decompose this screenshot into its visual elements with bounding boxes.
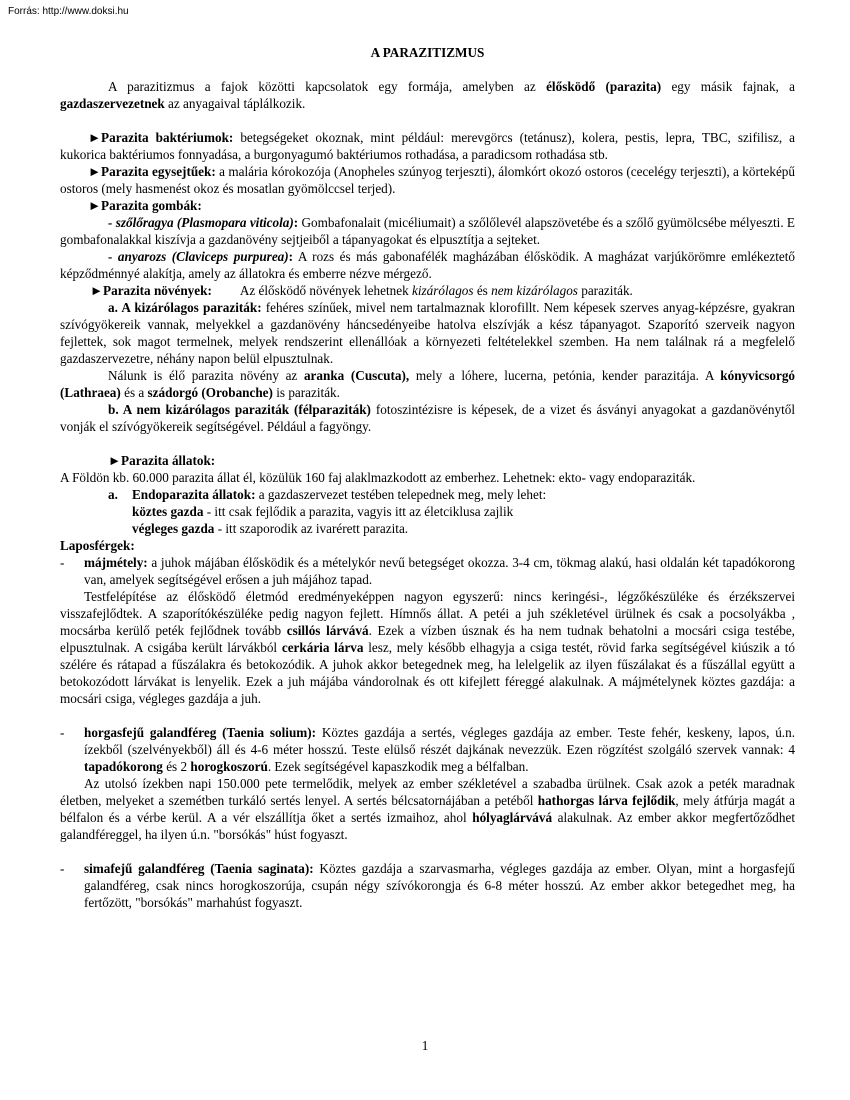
page-number: 1 [421, 1038, 429, 1053]
page-title: A PARAZITIZMUS [370, 45, 485, 60]
spacer [60, 435, 795, 452]
plants-paragraph: ►Parazita növények: Az élősködő növények lehetnek kizárólagos és nem kizárólagos paraziták. [90, 283, 633, 298]
fungi-item-1: - szőlőragya (Plasmopara viticola): Gombafonalait (micéliumait) a szőlőlevél alapszövetébe és a szőlő gyümölcsébe mélyeszti. E gombafonalakkal kiszívja a gazdanövény sejtjeiből a tápanyagokat és elpusztítja a sejteket. [60, 215, 795, 247]
flatworms-heading: Laposférgek: [60, 538, 135, 553]
plants-heading: ►Parazita növények: [90, 283, 212, 298]
intermediate-host-line: köztes gazda - itt csak fejlődik a parazita, vagyis itt az életciklusa zajlik [132, 504, 514, 519]
protozoa-heading: ►Parazita egysejtűek: [88, 164, 216, 179]
spacer [60, 707, 795, 724]
plants-b-paragraph: b. A nem kizárólagos paraziták (félparaziták) fotoszintézisre is képesek, de a vizet és ásványi anyagokat a gazdanövénytől vonják el szívógyökereik segítségével. Például a fagyöngy. [60, 402, 795, 434]
pork-tapeworm-paragraph: Az utolsó ízekben napi 150.000 pete termelődik, melyek az ember székletével a szabadba ürülnek. Csak azok a peték maradnak életben, melyeket a szemétben turkáló sertés lenyel. A sertés bélcsatornájában a petéből hathorgas lárva fejlődik, mely átfúrja magát a bélfalon és a vérbe kerül. A a vér elszállítja őket a sertés izmaihoz, ahol hólyaglárvává alakulnak. Az ember akkor megfertőződhet galandféreggel, ha ilyen ú.n. "borsókás" húst fogyaszt. [60, 776, 795, 842]
endoparasite-line: a. Endoparazita állatok: a gazdaszervezet testében telepednek meg, mely lehet: [108, 487, 547, 502]
list-dash: - [60, 725, 65, 740]
pork-tapeworm-item: - horgasfejű galandféreg (Taenia solium): Köztes gazdája a sertés, végleges gazdája az ember. Teste fehér, keskeny, lapos, ú.n. ízekből (szelvényekből) áll és 4-6 méter hosszú. Teste elülső részét dajkának nevezzük. Ezen rögzítést szolgáló szervek vannak: 4 tapadókorong és 2 horogkoszorú. Ezek segítségével kapaszkodik meg a bélfalban. [60, 725, 795, 774]
intro-paragraph: A parazitizmus a fajok közötti kapcsolatok egy formája, amelyben az élősködő (parazita) egy másik fajnak, a gazdaszervezetnek az anyagaival táplálkozik. [60, 79, 795, 111]
animals-paragraph: A Földön kb. 60.000 parazita állat él, közülük 160 faj alaklmazkodott az emberhez. Lehetnek: ekto- vagy endoparaziták. [60, 470, 696, 485]
definitive-host-line: végleges gazda - itt szaporodik az ivarérett parazita. [132, 521, 409, 536]
list-dash: - [60, 555, 65, 570]
document-page [60, 44, 795, 911]
fungi-item-2: - anyarozs (Claviceps purpurea): A rozs és más gabonafélék magházában élősködik. A magházat varjúkörömre emlékeztető képződménnyé alakítja, amely az állatokra és emberre nézve mérgező. [60, 249, 795, 281]
list-dash: - [60, 861, 65, 876]
animals-heading: ►Parazita állatok: [108, 453, 216, 468]
liver-fluke-item: - májmétely: a juhok májában élősködik és a mételykór nevű betegséget okozza. 3-4 cm, tökmag alakú, hasi oldalán két tapadókorong van, amelyek segítségével erősen a juh májához tapad. [60, 555, 795, 587]
spacer [60, 112, 795, 129]
plants-a-paragraph: a. A kizárólagos paraziták: fehéres színűek, mivel nem tartalmaznak klorofillt. Nem képesek szerves anyag-képzésre, gyakran szívógyökereik vannak, melyekkel a gazdanövény háncsedényeibe hatolva elszívják a kész tápanyagot. Szaporító szerveik nagyon fejlettek, sok magot termelnek, melyek rendszerint ellenállóak a környezeti feltételekkel szemben. Ha nem találnak rá a megfelelő gazdaszervezetre, néhány napon belül elpusztulnak. [60, 300, 795, 366]
spacer [60, 843, 795, 860]
protozoa-paragraph: ►Parazita egysejtűek: a malária kórokozója (Anopheles szúnyog terjeszti), álomkórt okozó ostoros (cecelégy terjeszti), a körteképű ostoros (mely hasmenést okoz és mosatlan gyömölccsel terjed). [60, 164, 795, 196]
liver-fluke-paragraph: Testfelépítése az élősködő életmód eredményeképpen nagyon egyszerű: nincs keringési-, légzőkészüléke és érzékszervei visszafejlődtek. A szaporítókészüléke pedig nagyon fejlett. Hímnős állat. A petéi a juh székletével ürülnek és csak a pocsolyákba , mocsárba kerülő peték fejlődnek tovább csillós lárvává. Ezek a vízben úsznak és ha nem tudnak behatolni a mocsári csiga testébe, elpusztulnak. A csigába került lárvákból cerkária lárva lesz, mely később elhagyja a csiga testét, rövid farka segítségével kiúszik a tó szélére és rátapad a fűszálakra és betokozódik. A juhok akkor betegednek meg, ha lelelgelik az ilyen fűszálakat és a fűszállal együtt a betokozódott lárvákat is lenyelik. Ezek a juh májába vándorolnak és ott kifejlett féreggé alakulnak. A májmételynek köztes gazdája: a mocsári csiga, végleges gazdája a juh. [60, 589, 795, 706]
bacteria-paragraph: ►Parazita baktériumok: betegségeket okoznak, mint például: merevgörcs (tetánusz), kolera, pestis, lepra, TBC, szifilisz, a kukorica baktériumos fonnyadása, a burgonyagumó baktériumos rothadása, a paradicsom rothadása stb. [60, 130, 795, 162]
fungi-heading: ►Parazita gombák: [88, 198, 202, 213]
plants-hungary-paragraph: Nálunk is élő parazita növény az aranka (Cuscuta), mely a lóhere, lucerna, petónia, kender parazitája. A kónyvicsorgó (Lathraea) és a szádorgó (Orobanche) is paraziták. [60, 368, 796, 400]
source-url: Forrás: http://www.doksi.hu [8, 6, 129, 17]
bacteria-heading: ►Parazita baktériumok: [88, 130, 234, 145]
beef-tapeworm-item: - simafejű galandféreg (Taenia saginata): Köztes gazdája a szarvasmarha, végleges gazdája az ember. Olyan, mint a horgasfejű galandféreg, csak nincs horogkoszorúja, csupán négy szívókorongja és 6-8 méter hosszú. Az ember akkor betegedhet meg, ha fertőzött, "borsókás" marhahúst fogyaszt. [60, 861, 795, 910]
